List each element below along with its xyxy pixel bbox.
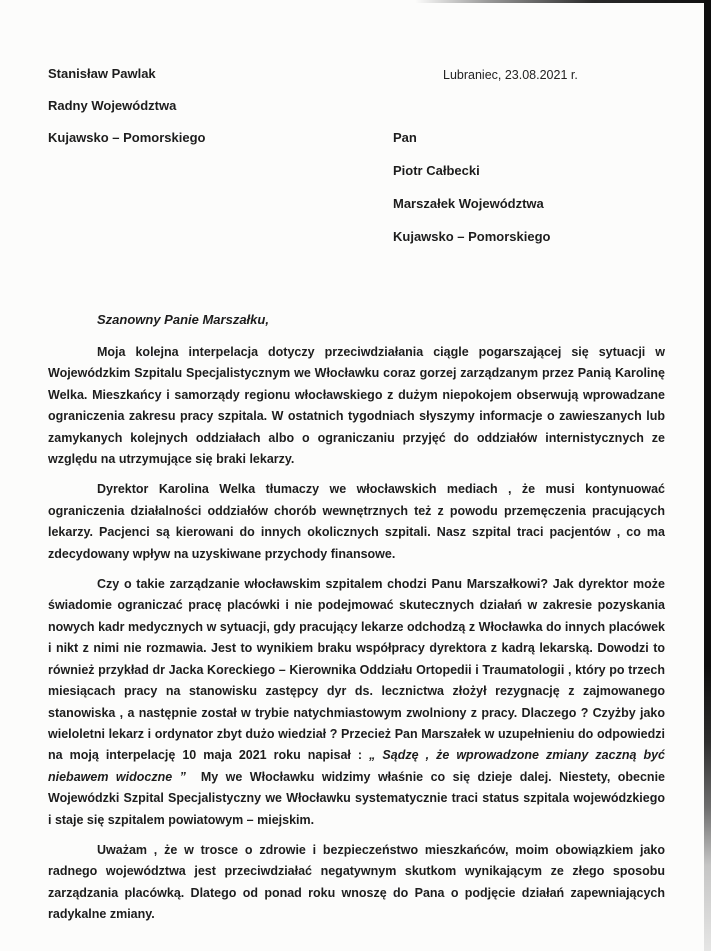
paragraph-1: Moja kolejna interpelacja dotyczy przeciwdziałania ciągle pogarszającej się sytuacji w Wojewódzkim Szpitalu Specjalistycznym we Włocławku coraz gorzej zarządzanym przez Panią Karolinę Welka. Mieszkańcy i samorządy regionu włocławskiego z dużym niepokojem obserwują wprowadzane ograniczenia zakresu pracy szpitala. W ostatnich tygodniach słyszymy informacje o zawieszanych lub zamykanych kolejnych oddziałach albo o ograniczaniu przyjęć do oddziałów internistycznych ze względu na utrzymujące się braki lekarzy. <box>48 345 665 467</box>
paragraph-2: Dyrektor Karolina Welka tłumaczy we włocławskich mediach , że musi kontynuować ograniczenia działalności oddziałów chorób wewnętrznych też z powodu przemęczenia pracujących lekarzy. Pacjenci są kierowani do innych okolicznych szpitali. Nasz szpital traci pacjentów , co ma zdecydowany wpływ na uzyskiwane przychody finansowe. <box>48 482 665 561</box>
recipient-honorific: Pan <box>393 130 417 145</box>
paragraph-3-continuation: My we Włocławku widzimy właśnie co się dzieje dalej. Niestety, obecnie Wojewódzki Szpital Specjalistyczny we Włocławku systematycznie traci status szpitala wojewódzkiego i staje się szpitalem powiatowym – miejskim. <box>48 769 665 827</box>
sender-title-line-2: Kujawsko – Pomorskiego <box>48 130 206 145</box>
sender-title-line-1: Radny Województwa <box>48 98 177 113</box>
scan-artifact-right-edge <box>704 0 711 951</box>
paragraph-3-text: Czy o takie zarządzanie włocławskim szpitalem chodzi Panu Marszałkowi? Jak dyrektor może świadomie ograniczać pracę placówki i nie podejmować skutecznych działań w zakresie pozyskania nowych kadr medycznych w sytuacji, gdy pracujący lekarze odchodzą z Włocławka do innych placówek i nikt z nimi nie rozmawia. Jest to wynikiem braku współpracy dyrektora z kadrą lekarską. Dowodzi to również przykład dr Jacka Koreckiego – Kierownika Oddziału Ortopedii i Traumatologii , który po trzech miesiącach pracy na stanowisku zastępcy dyr ds. lecznictwa złożył rezygnację z zajmowanego stanowiska , a następnie został w trybie natychmiastowym zwolniony z pracy. Dlaczego ? Czyżby jako wieloletni lekarz i ordynator zbyt dużo wiedział ? Przecież Pan Marszałek w uzupełnieniu do odpowiedzi na moją interpelację 10 maja 2021 roku napisał : <box>48 577 665 763</box>
recipient-block <box>393 130 551 262</box>
recipient-title-line-1: Marszałek Województwa <box>393 196 544 211</box>
sender-name: Stanisław Pawlak <box>48 66 156 81</box>
recipient-title-line-2: Kujawsko – Pomorskiego <box>393 229 551 244</box>
paragraph-4: Uważam , że w trosce o zdrowie i bezpieczeństwo mieszkańców, moim obowiązkiem jako radnego województwa jest przeciwdziałać negatywnym skutkom wynikającym ze złego sposobu zarządzania placówką. Dlatego od ponad roku wnoszę do Pana o podjęcie działań zapewniających radykalne zmiany. <box>48 842 665 922</box>
sender-block <box>48 66 206 162</box>
paragraph-3-quote: „ Sądzę , że wprowadzone zmiany zaczną być niebawem widoczne ” <box>48 748 665 784</box>
paragraph-3 <box>48 574 665 831</box>
salutation: Szanowny Panie Marszałku, <box>97 312 269 327</box>
recipient-name: Piotr Całbecki <box>393 163 480 178</box>
scan-artifact-top-edge <box>415 0 711 3</box>
letter-body <box>48 342 665 935</box>
date-place-line: Lubraniec, 23.08.2021 r. <box>443 68 578 82</box>
